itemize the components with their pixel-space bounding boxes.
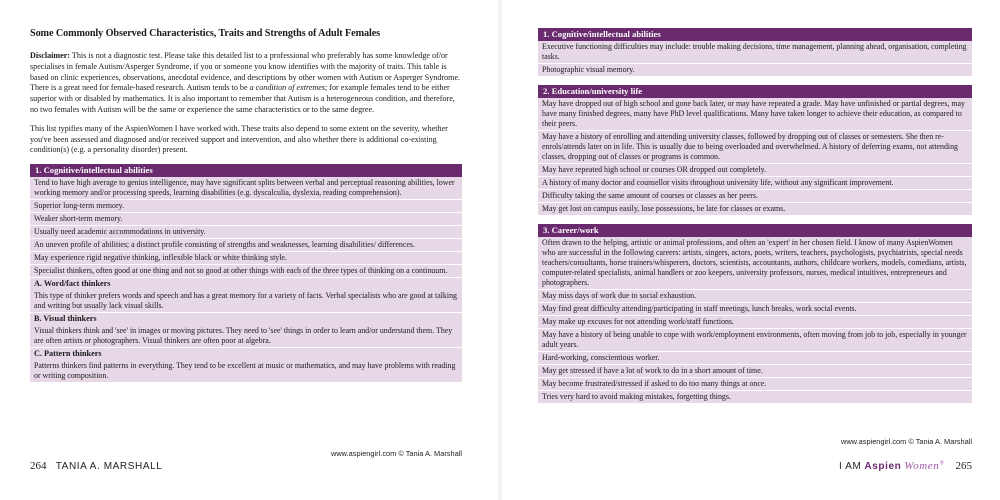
website-credit: www.aspiengirl.com © Tania A. Marshall: [330, 449, 462, 458]
subsection-text: This type of thinker prefers words and speech and has a great memory for a variety of facts. Verbal specialists who are good at talking and writing but usually lack visual skills.: [30, 290, 462, 313]
page-footer: [839, 460, 972, 472]
traits-table-section-1: [538, 28, 972, 77]
page-number: 265: [955, 460, 972, 472]
left-page: [0, 0, 498, 500]
table-row: May have repeated high school or courses OR dropped out completely.: [538, 164, 972, 177]
page-number: 264: [30, 460, 47, 472]
traits-table-section-2: [538, 85, 972, 216]
table-row: Specialist thinkers, often good at one thing and not so good at other things with each of the three types of thinking on a continuum.: [30, 265, 462, 278]
table-row: Often drawn to the helping, artistic or animal professions, and often an 'expert' in her chosen field. I know of many AspienWomen who are successful in the following careers: artists, singers, actors, poets, writers, teachers, psychologists, psychiatrists, special needs teachers/consultants, horse trainers/whisperers, doctors, scientists, accountants, authors, childcare workers, models, comedians, artists, computer-related specialists, animal handlers or zoo keepers, university professors, nurses, medical intuitives, entrepreneurs and photographers.: [538, 237, 972, 290]
subsection-heading: B. Visual thinkers: [30, 313, 462, 325]
website-credit: www.aspiengirl.com © Tania A. Marshall: [840, 437, 972, 446]
subsection-text: Patterns thinkers find patterns in everything. They tend to be excellent at music or mathematics, and may have problems with reading or writing composition.: [30, 360, 462, 383]
disclaimer-text-1: This is not a diagnostic test. Please take this detailed list to a professional who preferably has some knowledge of/or specialises in female Autism/Asperger Syndrome, if you or someone you know identifies with the majority of traits. This table is based on clinic experiences, observations, anecdotal evidence, and descriptions by other women with Autism or Asperger Syndrome. There is a great need for female-based research. Autism tends to be: [30, 51, 461, 93]
section-heading: 2. Education/university life: [538, 85, 972, 98]
table-row: May miss days of work due to social exhaustion.: [538, 290, 972, 303]
table-row: May have a history of being unable to cope with work/employment environments, often moving from job to job, especially in younger adult years.: [538, 329, 972, 352]
footer-author: TANIA A. MARSHALL: [55, 461, 163, 472]
table-row: Tries very hard to avoid making mistakes, forgetting things.: [538, 391, 972, 404]
intro-paragraph: This list typifies many of the AspienWomen I have worked with. These traits also depend to some extent on the severity, whether you've been assessed and diagnosed and/or received support and intervention, and also whether there is additional co-existing condition(s) (e.g. a personality disorder) present.: [30, 123, 448, 155]
footer-brand-prefix: I AM: [838, 461, 862, 472]
section-heading: 1. Cognitive/intellectual abilities: [30, 164, 462, 177]
disclaimer-emphasis: a condition of extremes: [249, 83, 326, 93]
subsection-heading: A. Word/fact thinkers: [30, 278, 462, 290]
table-row: Hard-working, conscientious worker.: [538, 352, 972, 365]
footer-brand-women: [904, 460, 944, 472]
table-row: Photographic visual memory.: [538, 64, 972, 77]
document-title: Some Commonly Observed Characteristics, Traits and Strengths of Adult Females: [30, 28, 380, 39]
page-footer: [30, 460, 162, 472]
subsection-heading: C. Pattern thinkers: [30, 348, 462, 360]
table-row: May make up excuses for not attending work/staff functions.: [538, 316, 972, 329]
section-spacer: [538, 77, 972, 85]
traits-table-left: [30, 164, 462, 383]
disclaimer-paragraph: [30, 51, 462, 116]
table-row: Difficulty taking the same amount of courses or classes as her peers.: [538, 190, 972, 203]
table-row: May find great difficulty attending/participating in staff meetings, lunch breaks, work social events.: [538, 303, 972, 316]
table-row: A history of many doctor and counsellor visits throughout university life, without any significant improvement.: [538, 177, 972, 190]
table-row: May experience rigid negative thinking, inflexible black or white thinking style.: [30, 252, 462, 265]
footer-brand-aspien: Aspien: [864, 461, 902, 472]
footer-brand-women-text: Women: [904, 460, 940, 472]
section-spacer: [538, 216, 972, 224]
table-row: Tend to have high average to genius intelligence, may have significant splits between verbal and perceptual reasoning abilities, lower working memory and/or processing speeds, learning disabilities (e.g. dyscalculia, dyslexia, reading comprehension).: [30, 177, 462, 200]
right-page: [502, 0, 1000, 500]
disclaimer-label: Disclaimer:: [30, 51, 71, 60]
table-row: May become frustrated/stressed if asked to do too many things at once.: [538, 378, 972, 391]
section-heading: 3. Career/work: [538, 224, 972, 237]
disclaimer-text-2: ; for example females tend to be either superior with or disabled by mathematics. It is also important to remember that Autism is a heterogeneous condition, and therefore, no two females with Autism will be the same or experience the same characteristics or to the same degree.: [30, 83, 455, 114]
table-row: Superior long-term memory.: [30, 200, 462, 213]
table-row: Executive functioning difficulties may include: trouble making decisions, time management, planning ahead, organisation, completing tasks.: [538, 41, 972, 64]
table-row: May get lost on campus easily, lose possessions, be late for classes or exams.: [538, 203, 972, 216]
right-column: [538, 28, 972, 404]
registered-mark: ®: [939, 460, 945, 467]
table-row: An uneven profile of abilities; a distinct profile consisting of strengths and weaknesses, learning disabilities/ differences.: [30, 239, 462, 252]
traits-table-section-3: [538, 224, 972, 404]
table-row: Weaker short-term memory.: [30, 213, 462, 226]
left-column: [30, 28, 462, 383]
subsection-text: Visual thinkers think and 'see' in images or moving pictures. They need to 'see' things in order to learn and/or understand them. They are often artists or photographers. Visual thinkers are often poor at algebra.: [30, 325, 462, 348]
table-row: May have a history of enrolling and attending university classes, followed by dropping out of classes or semesters. She then re-enrols/attends later on in life. This is usually due to being overloaded and overwhelmed. A history of deferring exams, not attending classes, dropping out of classes or programs is common.: [538, 131, 972, 164]
table-row: May get stressed if have a lot of work to do in a short amount of time.: [538, 365, 972, 378]
section-heading: 1. Cognitive/intellectual abilities: [538, 28, 972, 41]
table-row: Usually need academic accommodations in university.: [30, 226, 462, 239]
table-row: May have dropped out of high school and gone back later, or may have repeated a grade. May have unfinished or partial degrees, may have many finished degrees, many have PhD level qualifications. Many have taken longer to achieve their education, as compared to their peers.: [538, 98, 972, 131]
